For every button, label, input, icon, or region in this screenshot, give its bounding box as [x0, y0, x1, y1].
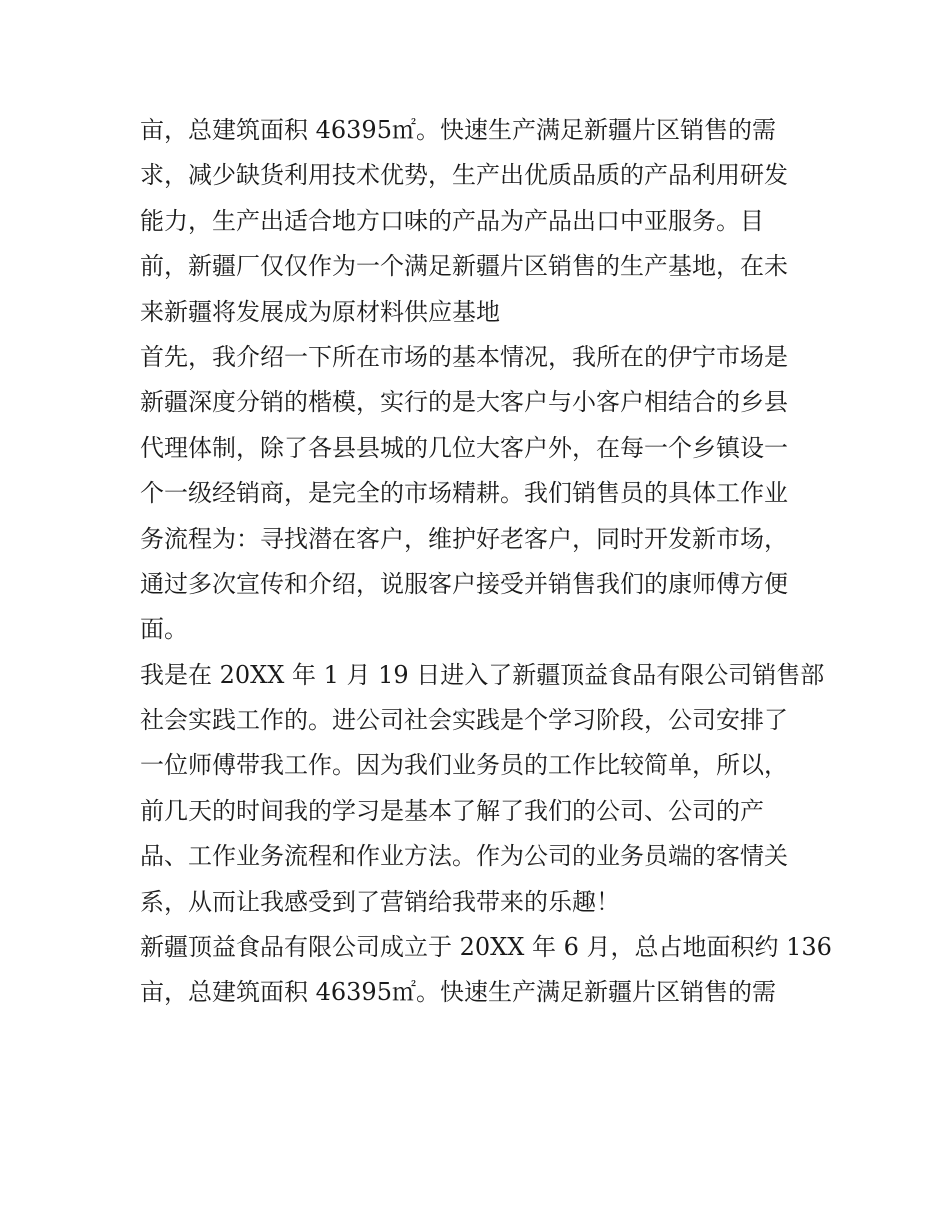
text-line: 能力，生产出适合地方口味的产品为产品出口中亚服务。目 — [140, 206, 764, 235]
text-line: 个一级经销商，是完全的市场精耕。我们销售员的具体工作业 — [140, 479, 788, 508]
text-line: 新疆顶益食品有限公司成立于 20XX 年 6 月，总占地面积约 136 — [140, 933, 832, 962]
text-line: 代理体制，除了各县县城的几位大客户外，在每一个乡镇设一 — [140, 433, 788, 462]
text-line: 务流程为：寻找潜在客户，维护好老客户，同时开发新市场， — [140, 524, 788, 553]
text-line: 前，新疆厂仅仅作为一个满足新疆片区销售的生产基地，在未 — [140, 252, 788, 281]
text-line: 通过多次宣传和介绍，说服客户接受并销售我们的康师傅方便 — [140, 569, 788, 598]
text-line: 首先，我介绍一下所在市场的基本情况，我所在的伊宁市场是 — [140, 342, 788, 371]
text-line: 新疆深度分销的楷模，实行的是大客户与小客户相结合的乡县 — [140, 388, 788, 417]
text-line: 我是在 20XX 年 1 月 19 日进入了新疆顶益食品有限公司销售部 — [140, 660, 825, 689]
text-line: 品、工作业务流程和作业方法。作为公司的业务员端的客情关 — [140, 842, 788, 871]
text-line: 亩，总建筑面积 46395㎡。快速生产满足新疆片区销售的需 — [140, 116, 776, 144]
text-line: 亩，总建筑面积 46395㎡。快速生产满足新疆片区销售的需 — [140, 978, 776, 1007]
text-line: 来新疆将发展成为原材料供应基地 — [140, 297, 500, 326]
text-line: 前几天的时间我的学习是基本了解了我们的公司、公司的产 — [140, 796, 764, 825]
text-line: 一位师傅带我工作。因为我们业务员的工作比较简单，所以， — [140, 751, 788, 780]
text-line: 系，从而让我感受到了营销给我带来的乐趣！ — [140, 887, 620, 916]
text-line: 社会实践工作的。进公司社会实践是个学习阶段，公司安排了 — [140, 706, 788, 735]
document-body — [140, 108, 832, 1016]
text-line: 面。 — [140, 615, 188, 644]
text-line: 求，减少缺货利用技术优势，生产出优质品质的产品利用研发 — [140, 161, 788, 190]
